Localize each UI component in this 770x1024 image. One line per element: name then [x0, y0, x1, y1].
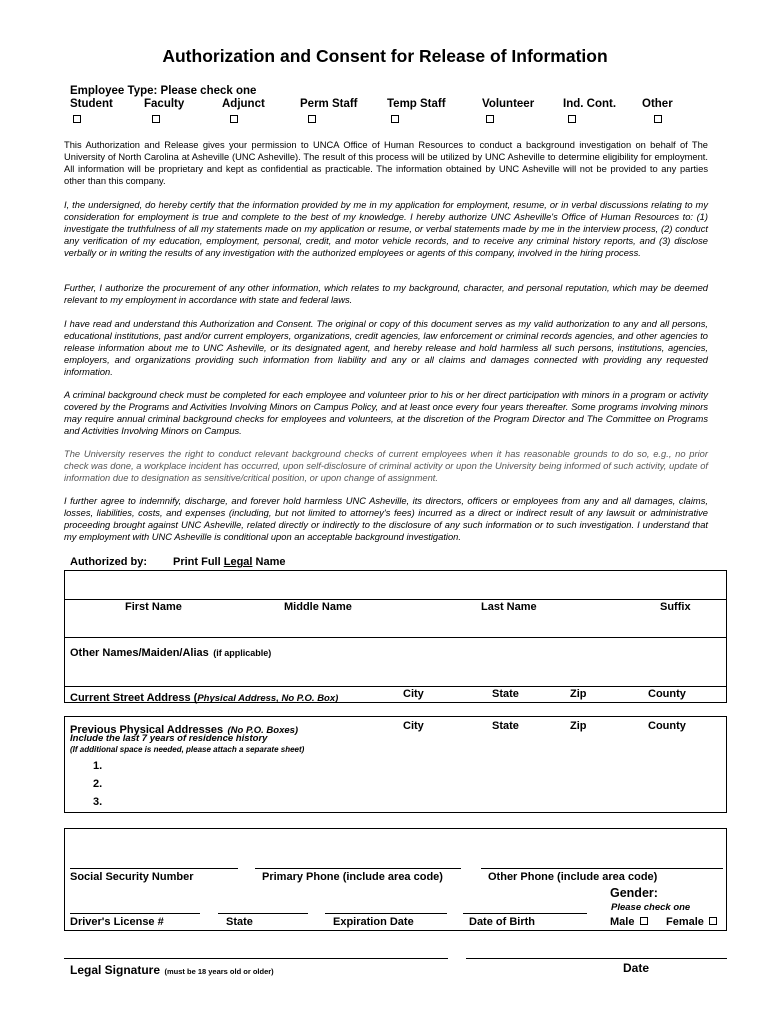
temp-staff-checkbox[interactable] [391, 115, 399, 123]
first-name-label: First Name [125, 601, 182, 613]
previous-addresses-label: Previous Physical Addresses (No P.O. Boxes) [70, 724, 299, 736]
include-years-note: Include the last 7 years of residence history [70, 733, 268, 744]
male-checkbox[interactable] [640, 917, 648, 925]
current-city-label: City [403, 688, 424, 700]
ind-cont-checkbox[interactable] [568, 115, 576, 123]
other-checkbox[interactable] [654, 115, 662, 123]
expiration-date-field[interactable] [325, 890, 447, 912]
employee-type-heading: Employee Type: Please check one [70, 85, 257, 97]
paragraph-certification: I, the undersigned, do hereby certify that the information provided by me in my application for employment, resume, or in verbal discussions relating to my consideration for employment is true and complete to the best of my knowledge. I hereby authorize UNC Asheville's Office of Human Resources to: (1) investigate the truthfulness of all my statements made on my application or resume, or verbal statements made by me in the interview process, (2) conduct any verification of my education, employment, personal, credit, and motor vehicle records, and to receive any criminal history reports, and (3) disclose verbally or in writing the results of any investigation with the authorized employees or agents of this company, involved in the hiring process. [64, 200, 708, 258]
paragraph-reserves-right: The University reserves the right to conduct relevant background checks of current employees when it has reasonable grounds to do so, e.g., no prior check was done, a workplace incident has occurred, upon self-disclosure of criminal activity or upon the University being informed of such activity, update of information due to designation as sensitive/critical position, or upon change of assignment. [64, 449, 708, 483]
page-title: Authorization and Consent for Release of Information [162, 46, 608, 66]
legal-signature-field[interactable] [64, 936, 448, 957]
paragraph-procurement: Further, I authorize the procurement of any other information, which relates to my background, character, and personal reputation, which may be deemed relevant to my employment in accordance with state and federal laws. [64, 283, 708, 305]
other-names-label: Other Names/Maiden/Alias (if applicable) [70, 647, 272, 659]
previous-address-2-label: 2. [93, 778, 103, 790]
employee-type-ind-cont-label: Ind. Cont. [563, 98, 617, 110]
employee-type-other-label: Other [642, 98, 673, 110]
last-name-label: Last Name [481, 601, 537, 613]
employee-type-adjunct-label: Adjunct [222, 98, 265, 110]
full-legal-name-field[interactable] [66, 572, 725, 598]
volunteer-checkbox[interactable] [486, 115, 494, 123]
current-county-label: County [648, 688, 686, 700]
expiration-date-label: Expiration Date [333, 916, 414, 928]
other-phone-label: Other Phone (include area code) [488, 871, 658, 883]
additional-space-note: (If additional space is needed, please attach a separate sheet) [70, 745, 305, 754]
primary-phone-field[interactable] [255, 840, 461, 866]
previous-city-label: City [403, 720, 424, 732]
dl-state-label: State [226, 916, 253, 928]
female-label: Female [666, 916, 704, 928]
employee-type-temp-staff-label: Temp Staff [387, 98, 446, 110]
print-legal-name-label: Print Full Legal Name [173, 556, 286, 568]
signature-date-field[interactable] [466, 936, 727, 957]
date-label: Date [623, 961, 650, 975]
previous-county-label: County [648, 720, 686, 732]
male-label: Male [610, 916, 635, 928]
current-state-label: State [492, 688, 519, 700]
paragraph-release: I have read and understand this Authorization and Consent. The original or copy of this document serves as my valid authorization to any and all persons, educational institutions, past and/or current employers, organizations, credit agencies, law enforcement or criminal records agencies, and other agencies to release information about me to UNC Asheville, or its designated agent, and hereby release and hold harmless all such persons, institutions, agencies, employers, and organizations providing such information from liability and any or all claims and damages connected with providing any requested information. [64, 319, 708, 377]
date-of-birth-field[interactable] [463, 890, 587, 912]
paragraph-minors-check: A criminal background check must be completed for each employee and volunteer prior to his or her direct participation with minors in a program or activity covered by the Programs and Activities Involving Minors on Campus Policy, and at least once every four years thereafter. Some programs involving minors may require annual criminal background checks for employees and volunteers, at the discretion of the Program Director and The Committee on Programs and Activities Involving Minors on Campus. [64, 390, 708, 436]
primary-phone-label: Primary Phone (include area code) [262, 871, 443, 883]
employee-type-student-label: Student [70, 98, 113, 110]
current-zip-label: Zip [570, 688, 587, 700]
other-names-field[interactable] [66, 656, 725, 684]
suffix-label: Suffix [660, 601, 691, 613]
paragraph-indemnify: I further agree to indemnify, discharge, and forever hold harmless UNC Asheville, its directors, officers or employees from any and all damages, claims, losses, liabilities, costs, and expenses (including, but not limited to attorney's fees) incurred as a direct or indirect result of any lawsuit or administrative proceeding brought against UNC Asheville, related directly or indirectly to the disclosure of any such information or to such investigation. I understand that my employment with UNC Asheville is conditional upon an acceptable background investigation. [64, 496, 708, 542]
perm-staff-checkbox[interactable] [308, 115, 316, 123]
previous-address-3-label: 3. [93, 796, 103, 808]
drivers-license-label: Driver's License # [70, 916, 164, 928]
authorized-by-label: Authorized by: [70, 556, 147, 568]
employee-type-faculty-label: Faculty [144, 98, 185, 110]
drivers-license-field[interactable] [70, 890, 200, 912]
faculty-checkbox[interactable] [152, 115, 160, 123]
ssn-field[interactable] [70, 840, 238, 866]
gender-label: Gender: [610, 886, 658, 900]
previous-address-1-label: 1. [93, 760, 103, 772]
other-phone-field[interactable] [481, 840, 723, 866]
paragraph-authorization: This Authorization and Release gives your permission to UNCA Office of Human Resources to conduct a background investigation on behalf of The University of North Carolina at Asheville (UNC Asheville). The result of this process will be utilized by UNC Asheville to determine eligibility for employment. All information will be proprietary and kept as confidential as practicable. The information obtained by UNC Asheville will not be provided to any parties other than this company. [64, 140, 708, 186]
student-checkbox[interactable] [73, 115, 81, 123]
employee-type-perm-staff-label: Perm Staff [300, 98, 358, 110]
legal-signature-label: Legal Signature (must be 18 years old or older) [70, 963, 274, 977]
gender-please-check-note: Please check one [611, 902, 691, 913]
previous-state-label: State [492, 720, 519, 732]
date-of-birth-label: Date of Birth [469, 916, 535, 928]
adjunct-checkbox[interactable] [230, 115, 238, 123]
employee-type-volunteer-label: Volunteer [482, 98, 535, 110]
ssn-label: Social Security Number [70, 871, 194, 883]
previous-zip-label: Zip [570, 720, 587, 732]
current-address-label: Current Street Address (Physical Address, No P.O. Box) [70, 692, 339, 704]
middle-name-label: Middle Name [284, 601, 352, 613]
female-checkbox[interactable] [709, 917, 717, 925]
dl-state-field[interactable] [218, 890, 308, 912]
